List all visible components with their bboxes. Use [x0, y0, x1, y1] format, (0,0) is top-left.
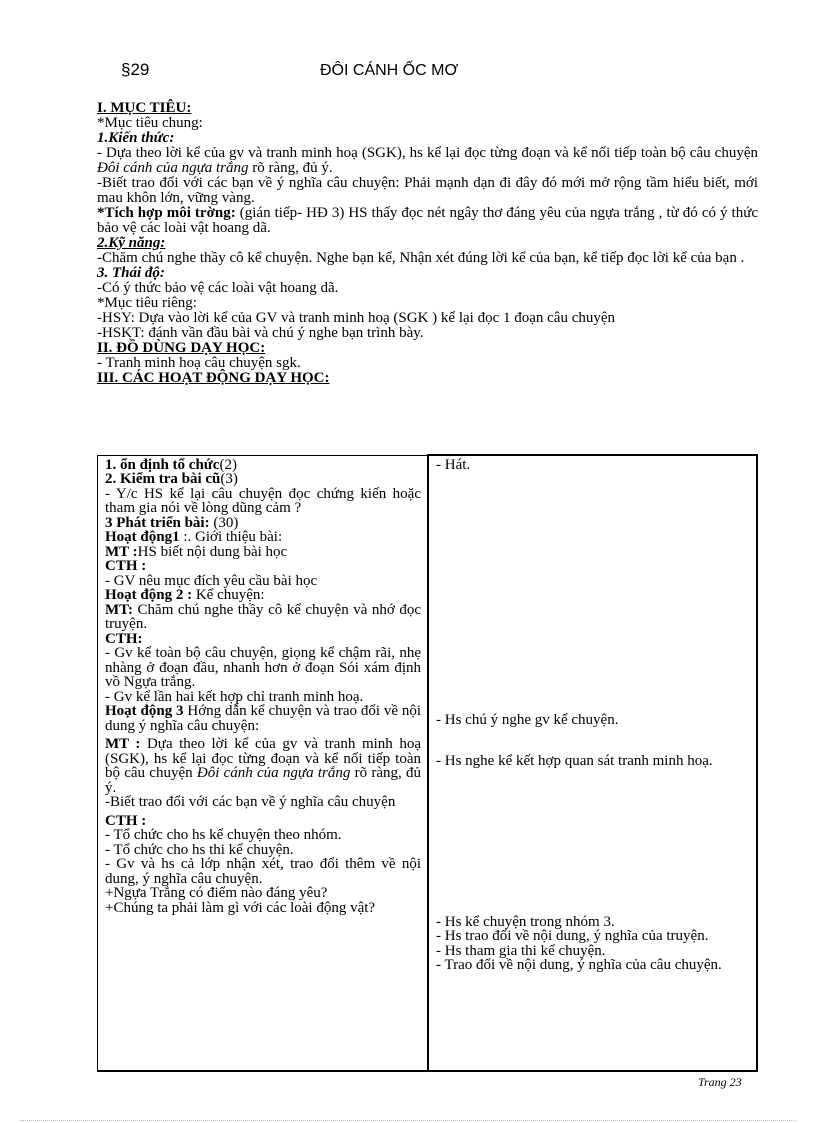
- objectives-heading: I. MỤC TIÊU:: [97, 100, 192, 116]
- story-title: Đôi cánh của ngựa trắng: [97, 160, 249, 176]
- materials-heading: II. ĐỒ DÙNG DẠY HỌC:: [97, 340, 266, 356]
- activities-table: [97, 454, 758, 1072]
- specific-goal-label: *Mục tiêu riêng:: [97, 295, 197, 311]
- general-goal-label: *Mục tiêu chung:: [97, 115, 203, 131]
- objectives-section: [97, 101, 758, 386]
- attitude-heading: 3. Thái độ:: [97, 265, 165, 281]
- hskt-goal: -HSKT: đánh vần đầu bài và chú ý nghe bạn trình bày.: [97, 325, 424, 341]
- environment-integration: *Tích hợp môi trờng: (gián tiếp- HĐ 3) HS thấy đọc nét ngây thơ đáng yêu của ngựa trắng , từ đó có ý thức bảo vệ các loài vật hoang dã.: [97, 205, 758, 236]
- teacher-activities: 1. ổn định tổ chức(2) 2. Kiểm tra bài cũ(3) - Y/c HS kể lại câu chuyện đọc chứng kiến hoặc tham gia nói về lòng dũng cảm ? 3 Phát triển bài: (30) Hoạt động1 :. Giới thiệu bài: MT :HS biết nội dung bài học CTH : - GV nêu mục đích yêu cầu bài học Hoạt động 2 : Kể chuyện: MT: Chăm chú nghe thầy cô kể chuyện và nhớ đọc truyện. CTH: - Gv kể toàn bộ câu chuyện, giọng kể chậm rãi, nhẹ nhàng ở đoạn đầu, nhanh hơn ở đoạn Sói xám định vồ Ngựa trắng. - Gv kể lần hai kết hợp chỉ tranh minh hoạ. Hoạt động 3 Hớng dẫn kể chuyện và trao đổi về nội dung ý nghĩa câu chuyện: MT : Dựa theo lời kể của gv và tranh minh hoạ (SGK), hs kể lại đọc từng đoạn và kể nối tiếp toàn bộ câu chuyện Đôi cánh của ngựa trắng rõ ràng, đủ ý. -Biết trao đổi với các bạn về ý nghĩa câu chuyện CTH : - Tổ chức cho hs kể chuyện theo nhóm. - Tổ chức cho hs thi kể chuyện. - Gv và hs cả lớp nhận xét, trao đổi thêm về nội dung, ý nghĩa câu chuyện. +Ngựa Trắng có điểm nào đáng yêu? +Chúng ta phải làm gì với các loài động vật?: [98, 455, 429, 1071]
- knowledge-heading: 1.Kiến thức:: [97, 130, 175, 146]
- lesson-title: ĐÔI CÁNH ỐC MƠ: [320, 62, 459, 79]
- page-divider: [20, 1120, 796, 1121]
- student-activities: - Hát. - Hs chú ý nghe gv kể chuyện. - Hs nghe kể kết hợp quan sát tranh minh hoạ. - Hs kể chuyện trong nhóm 3. - Hs trao đổi về nội dung, ý nghĩa của truyện. - Hs tham gia thi kể chuyện. - Trao đổi về nội dung, ý nghĩa của câu chuyện.: [428, 455, 757, 1071]
- knowledge-item-2: -Biết trao đổi với các bạn về ý nghĩa câu chuyện: Phải mạnh dạn đi đây đó mới mở rộng tầm hiểu biết, mới mau khôn lớn, vững vàng.: [97, 175, 758, 206]
- attitude-text: -Có ý thức bảo vệ các loài vật hoang dã.: [97, 280, 339, 296]
- page-header: [0, 60, 816, 84]
- skills-heading: 2.Kỹ năng:: [97, 235, 166, 251]
- knowledge-item-1: - Dựa theo lời kể của gv và tranh minh hoạ (SGK), hs kể lại đọc từng đoạn và kể nối tiếp toàn bộ câu chuyện Đôi cánh của ngựa trắng rõ ràng, đủ ý.: [97, 145, 758, 176]
- skills-text: -Chăm chú nghe thầy cô kể chuyện. Nghe bạn kể, Nhận xét đúng lời kể của bạn, kể tiếp đọc lời kể của bạn .: [97, 250, 745, 266]
- materials-text: - Tranh minh hoạ câu chuyện sgk.: [97, 355, 301, 371]
- section-number: §29: [121, 60, 150, 79]
- activities-heading: III. CÁC HOẠT ĐỘNG DẠY HỌC:: [97, 370, 330, 386]
- page-number: Trang 23: [698, 1075, 742, 1089]
- hsy-goal: -HSY: Dựa vào lời kể của GV và tranh minh hoạ (SGK ) kể lại đọc 1 đoạn câu chuyện: [97, 310, 616, 326]
